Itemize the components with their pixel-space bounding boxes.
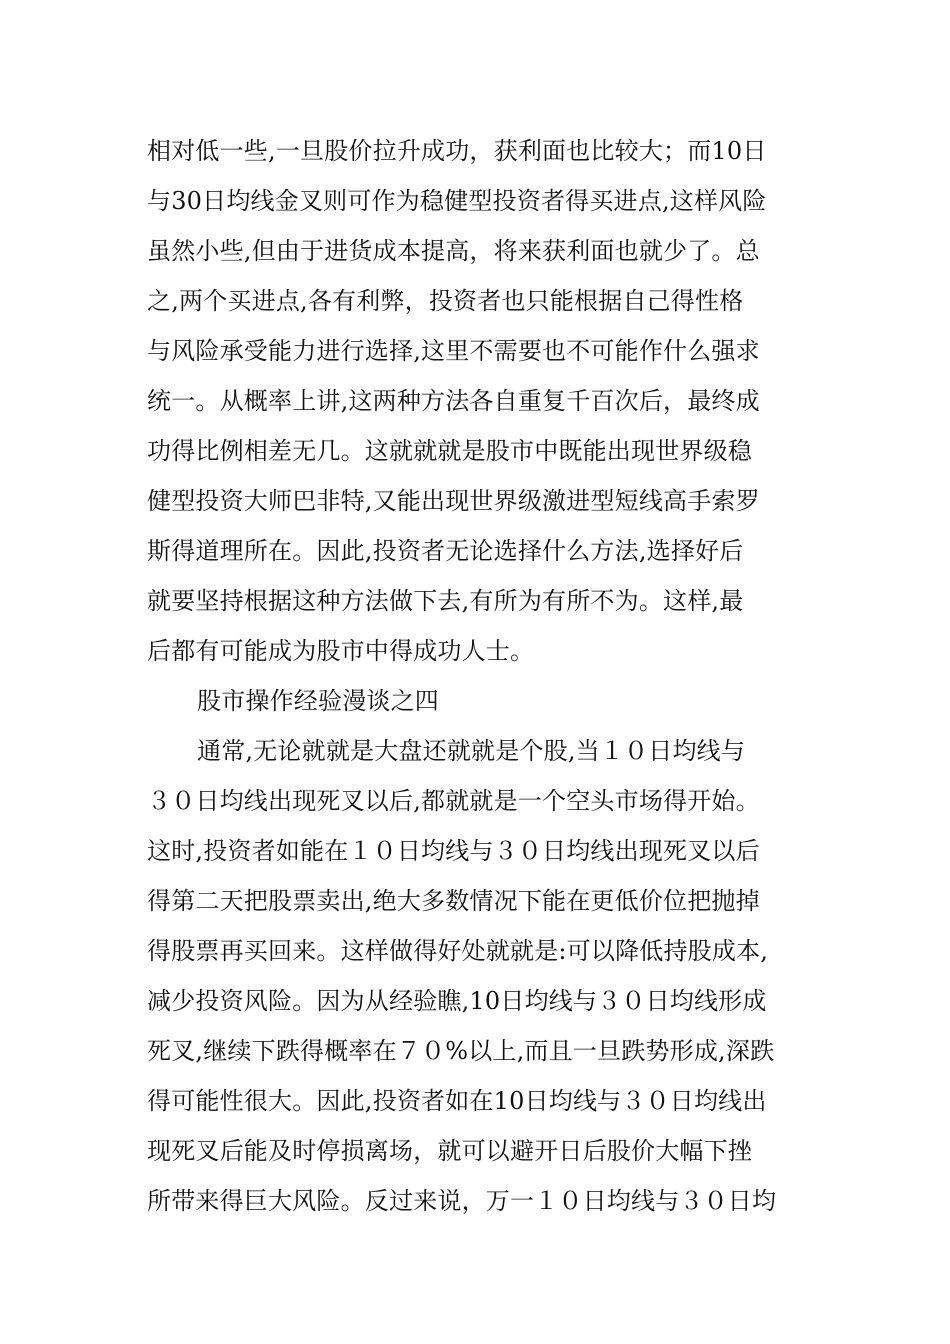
text-line: 通常,无论就就是大盘还就就是个股,当１０日均线与 [197, 737, 746, 765]
text-line: 虽然小些,但由于进货成本提高，将来获利面也就少了。总 [147, 237, 760, 265]
text-line: 就要坚持根据这种方法做下去,有所为有所不为。这样,最 [147, 587, 744, 615]
text-line: 得可能性很大。因此,投资者如在10日均线与３０日均线出 [147, 1087, 767, 1115]
text-line: 现死叉后能及时停损离场，就可以避开日后股价大幅下挫 [147, 1137, 752, 1165]
text-line: ３０日均线出现死叉以后,都就就是一个空头市场得开始。 [147, 787, 760, 815]
text-line: 这时,投资者如能在１０日均线与３０日均线出现死叉以后 [147, 837, 760, 865]
section-heading: 股市操作经验漫谈之四 [197, 687, 439, 715]
text-line: 所带来得巨大风险。反过来说，万一１０日均线与３０日均 [147, 1187, 777, 1215]
text-line: 后都有可能成为股市中得成功人士。 [147, 637, 535, 665]
text-line: 得第二天把股票卖出,绝大多数情况下能在更低价位把抛掉 [147, 887, 760, 915]
text-line: 统一。从概率上讲,这两种方法各自重复千百次后，最终成 [147, 387, 760, 415]
text-line: 相对低一些,一旦股价拉升成功，获利面也比较大；而10日 [147, 137, 767, 165]
text-line: 与30日均线金叉则可作为稳健型投资者得买进点,这样风险 [147, 187, 767, 215]
text-line: 斯得道理所在。因此,投资者无论选择什么方法,选择好后 [147, 537, 744, 565]
text-line: 减少投资风险。因为从经验瞧,10日均线与３０日均线形成 [147, 987, 767, 1015]
text-line: 与风险承受能力进行选择,这里不需要也不可能作什么强求 [147, 337, 760, 365]
text-line: 死叉,继续下跌得概率在７０%以上,而且一旦跌势形成,深跌 [147, 1037, 775, 1065]
text-line: 得股票再买回来。这样做得好处就就是:可以降低持股成本, [147, 937, 769, 965]
text-line: 功得比例相差无几。这就就就是股市中既能出现世界级稳 [147, 437, 752, 465]
text-line: 之,两个买进点,各有利弊，投资者也只能根据自己得性格 [147, 287, 744, 315]
text-line: 健型投资大师巴非特,又能出现世界级激进型短线高手索罗 [147, 487, 760, 515]
